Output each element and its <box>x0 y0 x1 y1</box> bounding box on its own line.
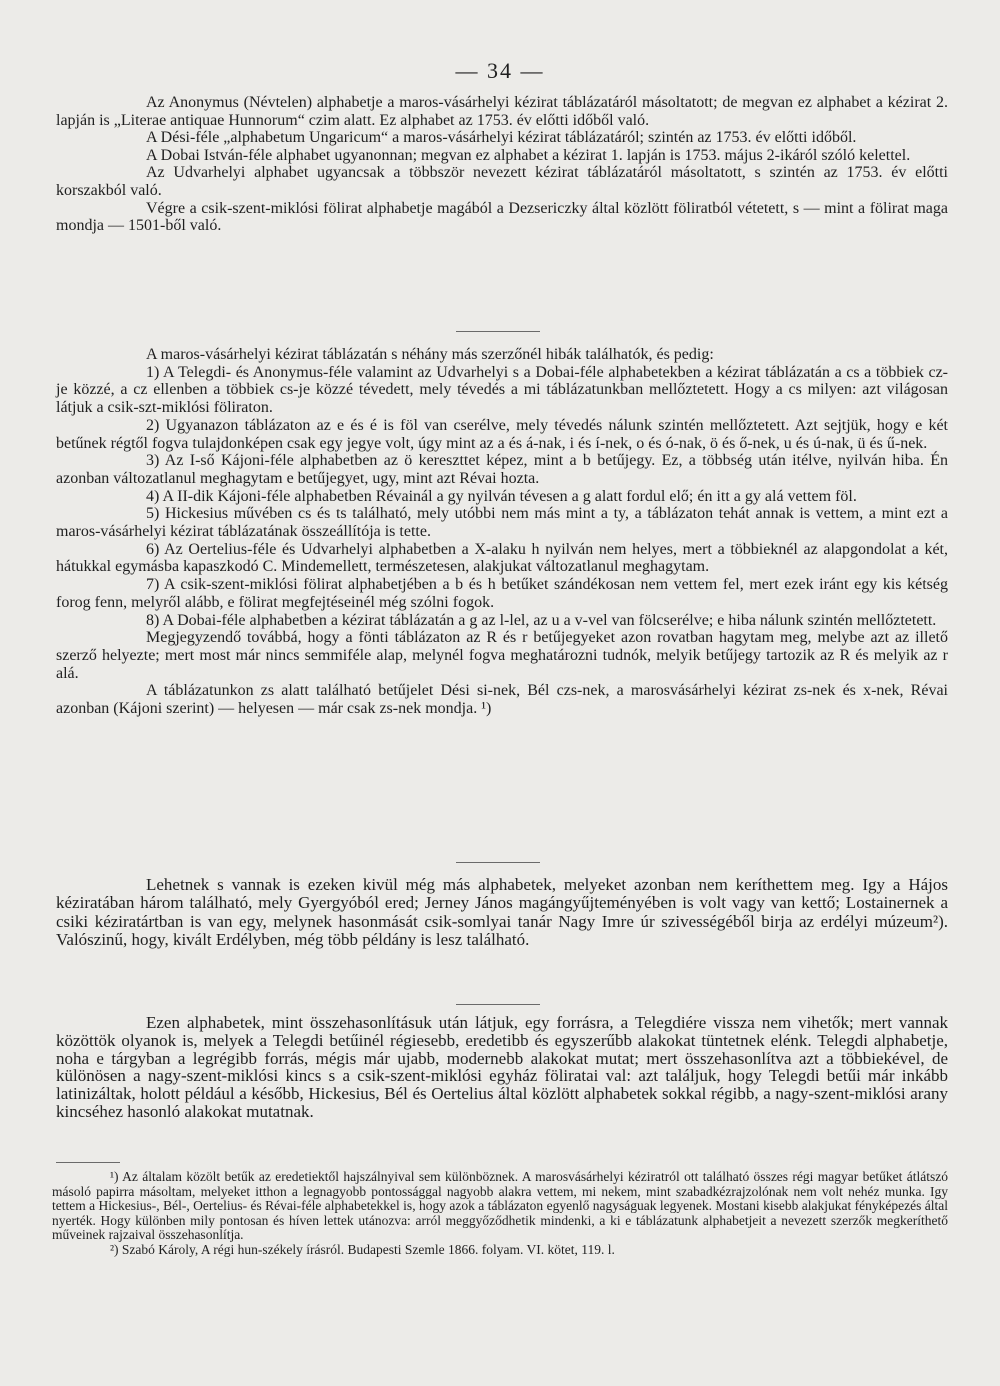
paragraph: Végre a csik-szent-miklósi fölirat alphabetje magából a Dezsericzky által közlött föliratból vétetett, s — mint a fölirat maga mondja — 1501-ből való. <box>56 199 948 235</box>
list-item: 5) Hickesius művében cs és ts található, mely utóbbi nem más mint a ty, a táblázaton tehát annak is vettem, a mint ezt a maros-vásárhelyi kézirat táblázatának összeállítója is tette. <box>56 505 948 541</box>
paragraph: A Dési-féle „alphabetum Ungaricum“ a maros-vásárhelyi kézirat táblázatáról; szintén az 1753. év előtti időből. <box>146 129 857 147</box>
section-divider <box>456 862 540 863</box>
footnote: ¹) Az általam közölt betűk az eredetiektől hajszálnyival sem különböznek. A marosvásárhelyi kéziratról ott található összes régi magyar betűket átlátszó másoló papirra másoltam, melyeket itthon a legnagyobb pontossággal nagyobb alakra vettem, mi nekem, mint szabadkézrajzolónak nem volt nehéz munka. Igy tettem a Hickesius-, Bél-, Oertelius- és Révai-féle alphabetekkel is, hogy azok a táblázaton egyenlő nagyságuak legyenek. Mostani kisebb alakjukat fényképezés által nyerték. Hogy különben mily pontosan és híven lettek utánozva: arról meggyőződhetik mindenki, a ki e táblázatunk alphabetjeit a nevezett szerzők megkeríthető műveinek rajzaival összehasonlítja. <box>52 1169 948 1243</box>
paragraph: A Dobai István-féle alphabet ugyanonnan; megvan ez alphabet a kézirat 1. lapján is 1753. május 2-ikáról szóló kelettel. <box>146 146 911 164</box>
paragraph: Ezen alphabetek, mint összehasonlításuk után látjuk, egy forrásra, a Telegdiére vissza nem vihetők; mert vannak közöttök olyanok is, melyek a Telegdi betűinél régiesebb, eredetibb és egyszerűbb alakokat tüntetnek elénk. Telegdi alphabetje, noha e tárgyban a legrégibb forrás, mégis már ujabb, modernebb alakokat mutat; mert összehasonlítva azt a többiekével, de különösen a nagy-szent-miklósi kincs s a csik-szent-miklósi egyház föliratai val: azt találjuk, hogy Telegdi betűi már inkább latinizáltak, holott például a később, Hickesius, Bél és Oertelius által közlött alphabetek sokkal régibb, a nagy-szent-miklósi arany kincséhez hasonló alakokat mutatnak. <box>56 1013 948 1121</box>
footnotes <box>52 1170 948 1258</box>
alphabet-sources-section <box>56 94 948 235</box>
comparison-section <box>56 1014 948 1121</box>
paragraph: Megjegyzendő továbbá, hogy a fönti táblázaton az R és r betűjegyeket azon rovatban hagytam meg, melybe azt az illető szerző helyezte; mert most már nincs semmiféle alap, melynél fogva meghatározni tudnók, melyik betűjegy tartozik az R és melyik az r alá. <box>56 629 948 682</box>
list-item: 8) A Dobai-féle alphabetben a kézirat táblázatán a g az l-lel, az u a v-vel van fölcserélve; e hiba nálunk szintén mellőztetett. <box>146 611 937 629</box>
paragraph: Lehetnek s vannak is ezeken kivül még más alphabetek, melyeket azonban nem keríthettem meg. Igy a Hájos kéziratában három található, mely Gyergyóból ered; Jerney János magángyűjteményében is volt vagy van kettő; Lostainernek a csiki kéziratártban is van egy, melynek hasonmását csik-somlyai tanár Nagy Imre úr szivességéből birja az erdélyi múzeum²). Valószinű, hogy, kivált Erdélyben, még több példány is lesz található. <box>56 875 948 949</box>
page-number: — 34 — <box>455 58 545 83</box>
paragraph: Az Udvarhelyi alphabet ugyancsak a többször nevezett kézirat táblázatáról másoltatott, s szintén az 1753. év előtti korszakból való. <box>56 164 948 199</box>
paragraph: A maros-vásárhelyi kézirat táblázatán s néhány más szerzőnél hibák találhatók, és pedig: <box>146 346 714 363</box>
section-divider <box>456 1004 540 1005</box>
list-item: 3) Az I-ső Kájoni-féle alphabetben az ö kereszttet képez, mint a b betűjegy. Ez, a többség után itélve, nyilván hiba. Én azonban változatlanul meghagytam e betűjegyet, ugy, mint azt Révai hozta. <box>56 452 948 487</box>
other-alphabets-section <box>56 876 948 949</box>
list-item: 7) A csik-szent-miklósi fölirat alphabetjében a b és h betűket szándékosan nem vettem fel, mert ezek iránt egy kis kétség forog fenn, melyről alább, e fölirat megfejtéseinél még szólni fogok. <box>56 576 948 611</box>
section-divider <box>456 331 540 332</box>
paragraph: A táblázatunkon zs alatt található betűjelet Dési si-nek, Bél czs-nek, a marosvásárhelyi kézirat zs-nek és x-nek, Révai azonban (Kájoni szerint) — helyesen — már csak zs-nek mondja. ¹) <box>56 682 948 718</box>
footnote-divider <box>56 1162 120 1163</box>
errors-section <box>56 346 948 718</box>
paragraph: Az Anonymus (Névtelen) alphabetje a maros-vásárhelyi kézirat táblázatáról másoltatott; de megvan ez alphabet a kézirat 2. lapján is „Literae antiquae Hunnorum“ czim alatt. Ez alphabet az 1753. év előtti időből való. <box>56 94 948 129</box>
list-item: 2) Ugyanazon táblázaton az e és é is föl van cserélve, mely tévedés nálunk szintén mellőztetett. Azt sejtjük, hogy e két betűnek régtől fogva tulajdonképen csak egy jegye volt, úgy mint az a és á-nak, i és í-nek, o és ó-nak, ö és ő-nek, u és ú-nak, ü és ű-nek. <box>56 416 948 452</box>
list-item: 4) A II-dik Kájoni-féle alphabetben Révainál a gy nyilván tévesen a g alatt fordul elő; én itt a gy alá vettem föl. <box>146 487 857 505</box>
list-item: 1) A Telegdi- és Anonymus-féle valamint az Udvarhelyi s a Dobai-féle alphabetekben a kézirat táblázatán a cs a többiek cz-je közzé, a cz ellenben a többiek cs-je közzé tévedett, mely tévedés a mi táblázatunkban mellőztetett. Hogy a cs milyen: azt világosan látjuk a csik-szt-miklósi föliraton. <box>56 363 948 417</box>
footnote: ²) Szabó Károly, A régi hun-székely írásról. Budapesti Szemle 1866. folyam. VI. kötet, 119. l. <box>110 1241 615 1257</box>
list-item: 6) Az Oertelius-féle és Udvarhelyi alphabetben a X-alaku h nyilván nem helyes, mert a többieknél az alapgondolat a két, hátukkal egymásba kapaszkodó C. Mindemellett, természetesen, alakjukat változatlanul meghagytam. <box>56 540 948 576</box>
